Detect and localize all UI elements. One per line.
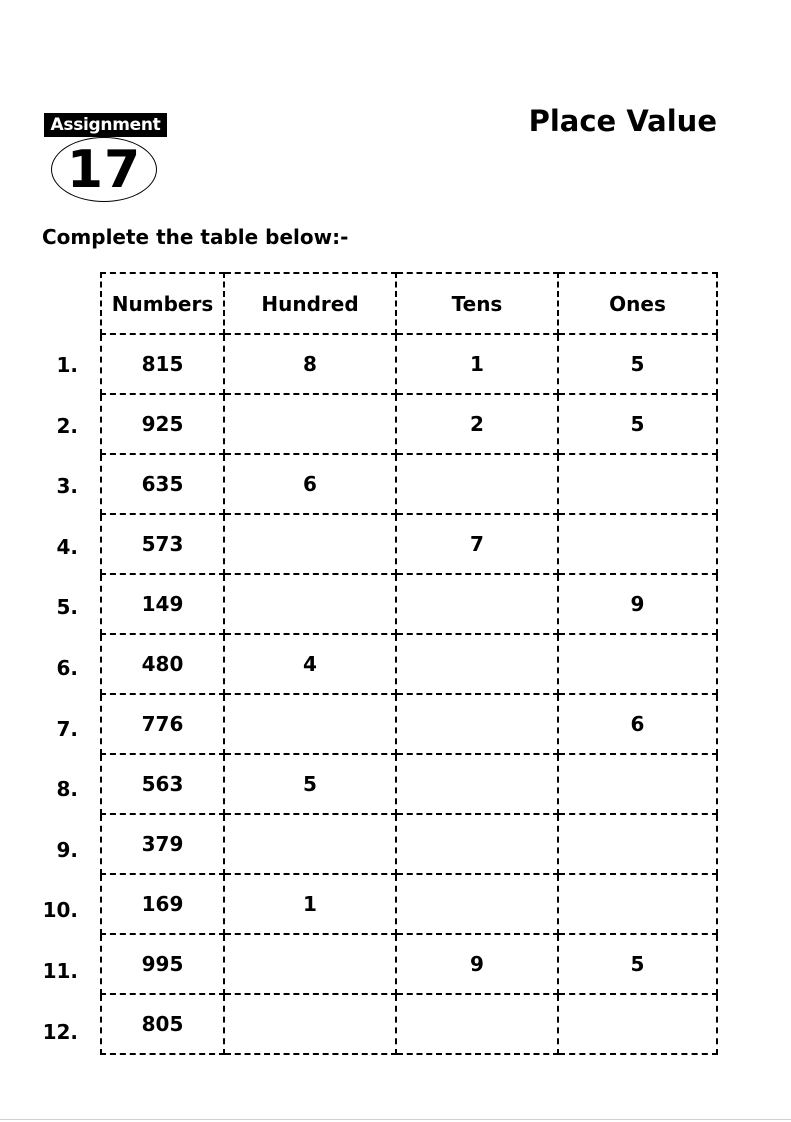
cell-number: 995 bbox=[101, 934, 224, 994]
cell-number: 805 bbox=[101, 994, 224, 1054]
cell-hundred[interactable] bbox=[224, 394, 396, 454]
table-row bbox=[101, 754, 717, 814]
cell-number: 815 bbox=[101, 334, 224, 394]
table-row bbox=[101, 334, 717, 394]
column-header-numbers: Numbers bbox=[101, 273, 224, 334]
cell-hundred[interactable] bbox=[224, 814, 396, 874]
cell-tens[interactable]: 9 bbox=[396, 934, 558, 994]
cell-number: 379 bbox=[101, 814, 224, 874]
row-number-label: 7. bbox=[56, 716, 78, 741]
row-number-label: 9. bbox=[56, 837, 78, 862]
place-value-table bbox=[100, 272, 718, 1055]
cell-number: 169 bbox=[101, 874, 224, 934]
cell-hundred[interactable]: 4 bbox=[224, 634, 396, 694]
cell-ones[interactable]: 6 bbox=[558, 694, 717, 754]
column-header-ones: Ones bbox=[558, 273, 717, 334]
cell-tens[interactable]: 2 bbox=[396, 394, 558, 454]
cell-hundred[interactable]: 6 bbox=[224, 454, 396, 514]
cell-tens[interactable] bbox=[396, 574, 558, 634]
row-number-label: 11. bbox=[42, 959, 78, 983]
page-title: Place Value bbox=[528, 104, 717, 138]
cell-ones[interactable]: 9 bbox=[558, 574, 717, 634]
table-row bbox=[101, 874, 717, 934]
cell-tens[interactable] bbox=[396, 994, 558, 1054]
table-row bbox=[101, 634, 717, 694]
row-number-label: 2. bbox=[56, 413, 78, 438]
assignment-badge: Assignment bbox=[44, 113, 167, 137]
table-row bbox=[101, 814, 717, 874]
row-number-label: 10. bbox=[42, 898, 78, 923]
cell-tens[interactable] bbox=[396, 874, 558, 934]
cell-number: 573 bbox=[101, 514, 224, 574]
cell-number: 149 bbox=[101, 574, 224, 634]
cell-hundred[interactable] bbox=[224, 694, 396, 754]
cell-hundred[interactable] bbox=[224, 994, 396, 1054]
table-row bbox=[101, 574, 717, 634]
table-row bbox=[101, 994, 717, 1054]
cell-tens[interactable] bbox=[396, 454, 558, 514]
row-number-label: 5. bbox=[56, 595, 78, 620]
cell-number: 776 bbox=[101, 694, 224, 754]
cell-tens[interactable] bbox=[396, 754, 558, 814]
cell-ones[interactable] bbox=[558, 754, 717, 814]
cell-tens[interactable] bbox=[396, 634, 558, 694]
cell-tens[interactable] bbox=[396, 694, 558, 754]
assignment-number: 17 bbox=[51, 137, 157, 202]
table-header-row bbox=[101, 273, 717, 334]
cell-hundred[interactable] bbox=[224, 514, 396, 574]
row-number-label: 6. bbox=[56, 656, 78, 680]
cell-hundred[interactable] bbox=[224, 574, 396, 634]
cell-tens[interactable]: 7 bbox=[396, 514, 558, 574]
cell-ones[interactable]: 5 bbox=[558, 934, 717, 994]
cell-hundred[interactable] bbox=[224, 934, 396, 994]
column-header-hundred: Hundred bbox=[224, 273, 396, 334]
column-header-tens: Tens bbox=[396, 273, 558, 334]
cell-hundred[interactable]: 1 bbox=[224, 874, 396, 934]
row-number-label: 1. bbox=[56, 353, 78, 377]
cell-ones[interactable]: 5 bbox=[558, 394, 717, 454]
cell-number: 635 bbox=[101, 454, 224, 514]
row-number-label: 4. bbox=[56, 534, 78, 559]
cell-ones[interactable]: 5 bbox=[558, 334, 717, 394]
cell-ones[interactable] bbox=[558, 514, 717, 574]
row-number-label: 8. bbox=[56, 777, 78, 802]
cell-hundred[interactable]: 8 bbox=[224, 334, 396, 394]
cell-number: 480 bbox=[101, 634, 224, 694]
cell-ones[interactable] bbox=[558, 814, 717, 874]
table-row bbox=[101, 694, 717, 754]
row-number-label: 3. bbox=[56, 474, 78, 499]
cell-hundred[interactable]: 5 bbox=[224, 754, 396, 814]
table-row bbox=[101, 454, 717, 514]
cell-ones[interactable] bbox=[558, 454, 717, 514]
cell-tens[interactable]: 1 bbox=[396, 334, 558, 394]
row-number-label: 12. bbox=[42, 1019, 78, 1044]
cell-number: 925 bbox=[101, 394, 224, 454]
page-divider bbox=[0, 1119, 791, 1120]
cell-number: 563 bbox=[101, 754, 224, 814]
cell-tens[interactable] bbox=[396, 814, 558, 874]
table-row bbox=[101, 934, 717, 994]
cell-ones[interactable] bbox=[558, 994, 717, 1054]
table-row bbox=[101, 514, 717, 574]
cell-ones[interactable] bbox=[558, 874, 717, 934]
table-row bbox=[101, 394, 717, 454]
cell-ones[interactable] bbox=[558, 634, 717, 694]
instruction-text: Complete the table below:- bbox=[42, 225, 349, 249]
